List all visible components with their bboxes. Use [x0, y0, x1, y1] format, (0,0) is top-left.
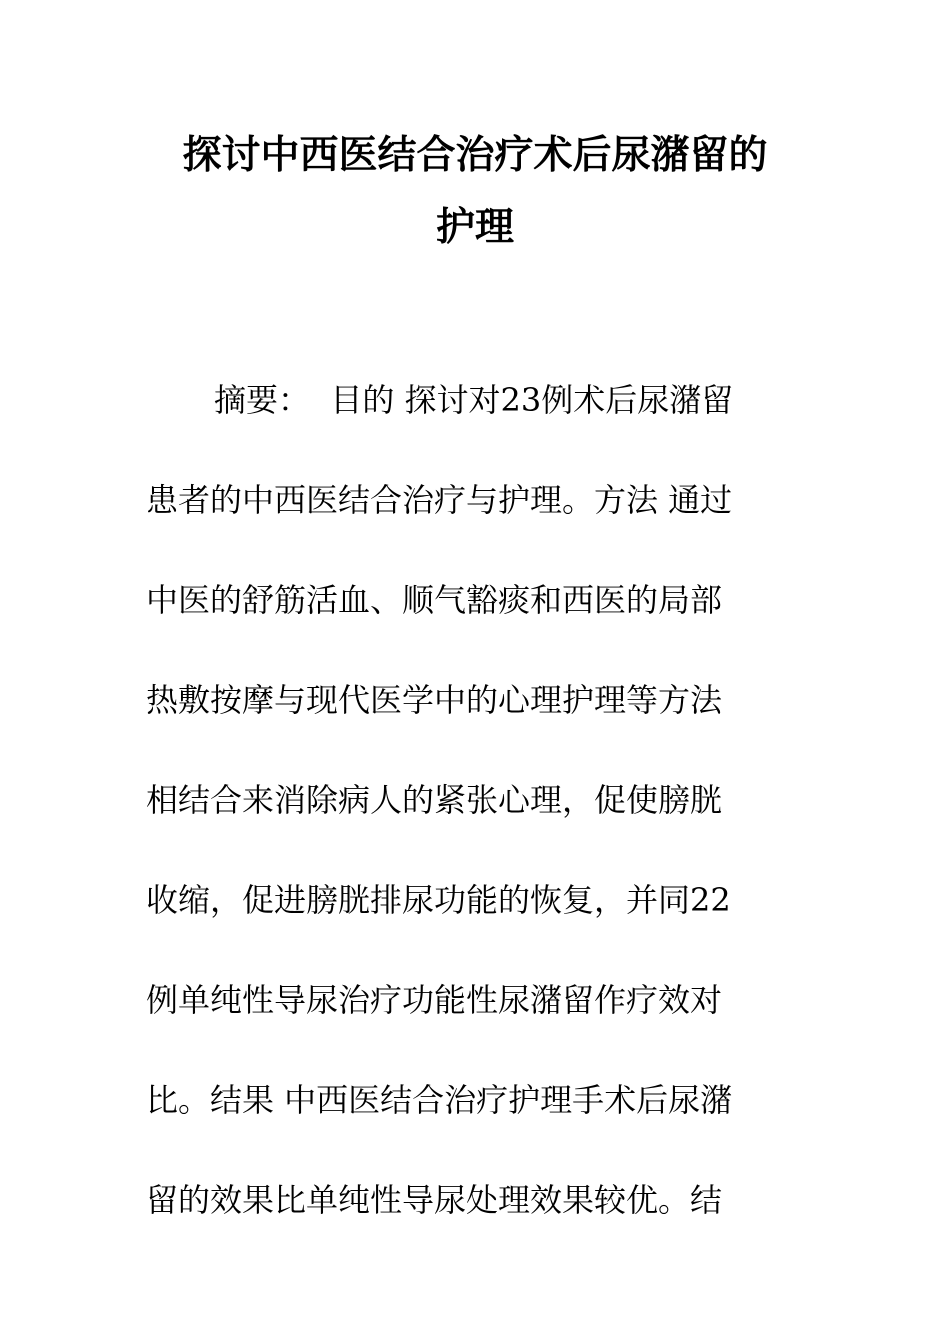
abstract-line-5: 相结合来消除病人的紧张心理，促使膀胱: [146, 781, 723, 819]
abstract-line-6: 收缩，促进膀胱排尿功能的恢复，并同22: [146, 881, 731, 919]
document-title-line-2: 护理: [435, 204, 514, 250]
abstract-line-8: 比。结果 中西医结合治疗护理手术后尿潴: [146, 1081, 733, 1119]
abstract-line-3: 中医的舒筋活血、顺气豁痰和西医的局部: [146, 581, 723, 619]
abstract-line-2: 患者的中西医结合治疗与护理。方法 通过: [146, 481, 733, 519]
document-title-line-1: 探讨中西医结合治疗术后尿潴留的: [182, 132, 768, 178]
abstract-line-4: 热敷按摩与现代医学中的心理护理等方法: [146, 681, 723, 719]
abstract-line-1: 摘要： 目的 探讨对23例术后尿潴留: [214, 381, 734, 419]
abstract-line-9: 留的效果比单纯性导尿处理效果较优。结: [146, 1181, 723, 1219]
abstract-line-7: 例单纯性导尿治疗功能性尿潴留作疗效对: [146, 981, 723, 1019]
